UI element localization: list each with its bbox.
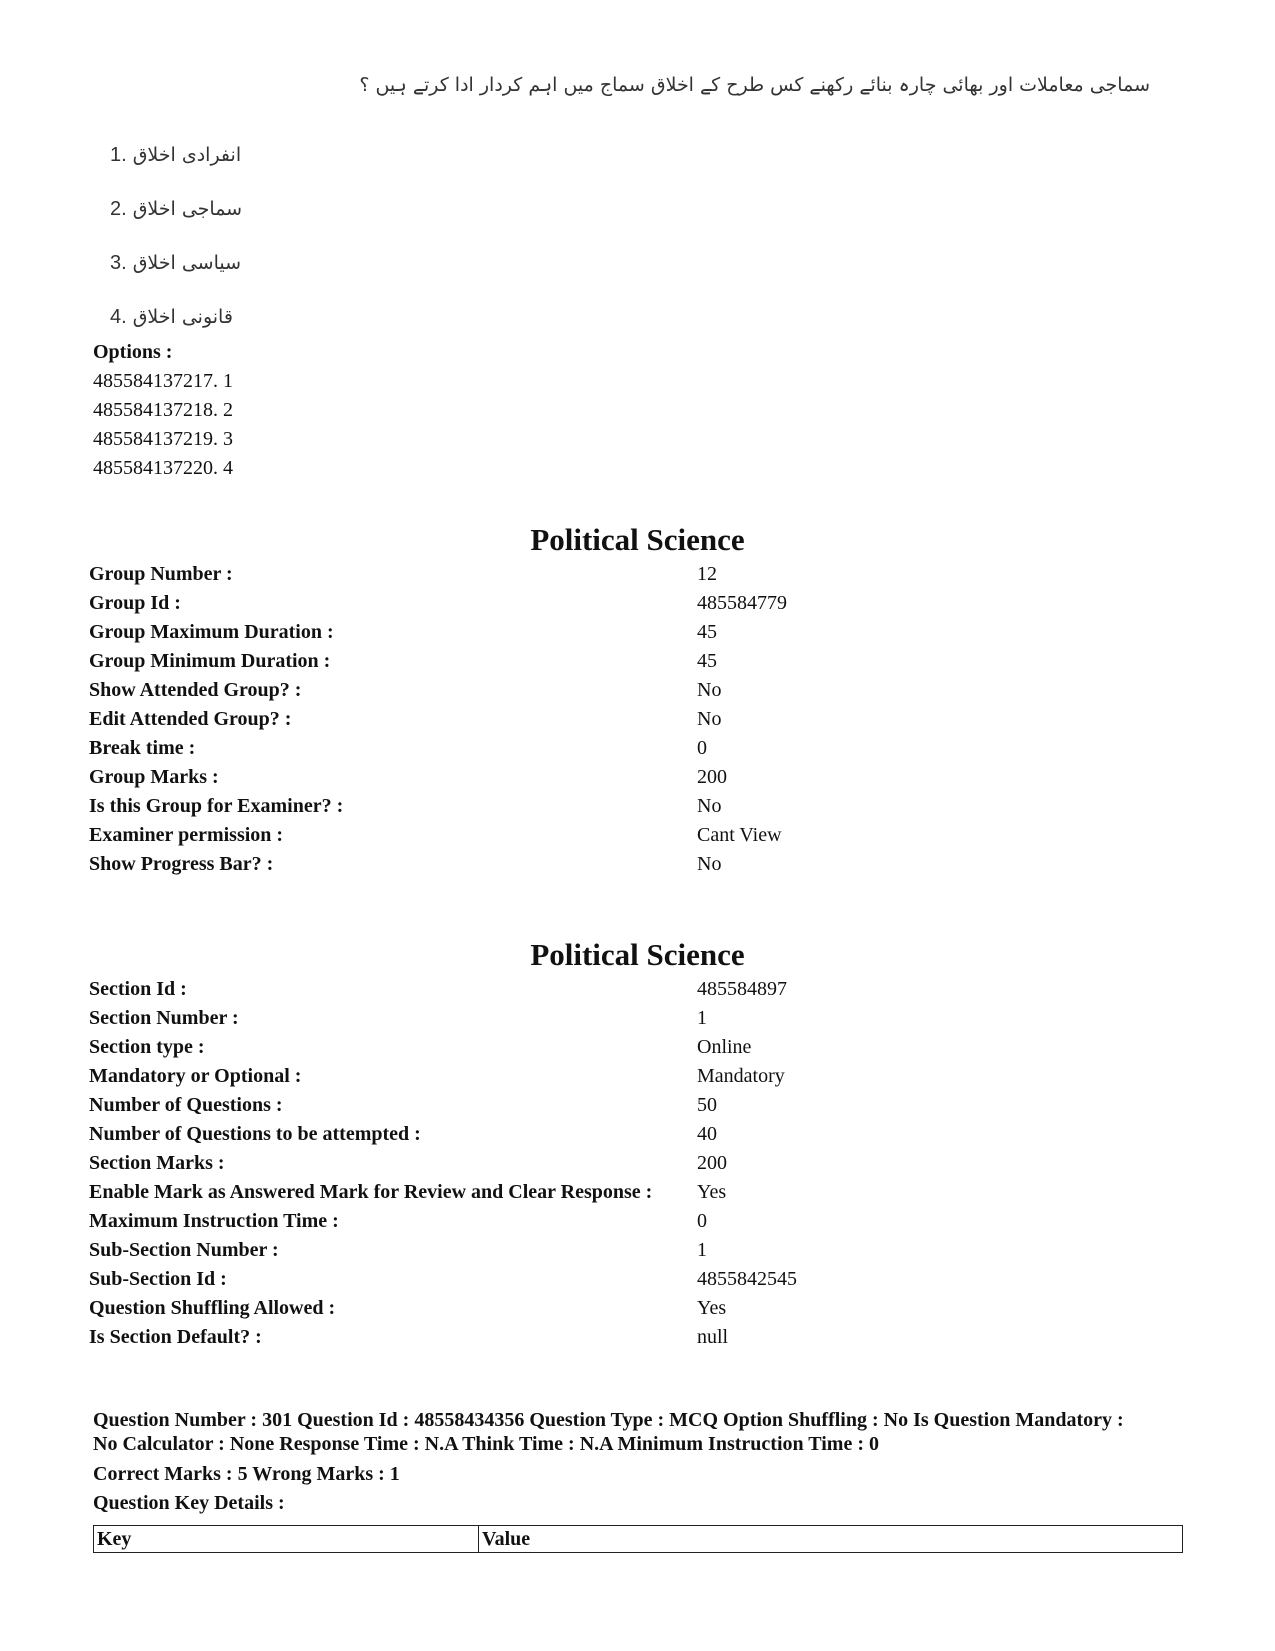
detail-key: Show Progress Bar? : xyxy=(89,853,274,875)
choice-number: 2. xyxy=(110,197,127,220)
section-detail-row xyxy=(89,1207,1189,1236)
detail-value: 45 xyxy=(697,621,717,643)
section-detail-row xyxy=(89,1120,1189,1149)
detail-value: No xyxy=(697,708,722,730)
detail-key: Edit Attended Group? : xyxy=(89,708,292,730)
detail-key: Sub-Section Id : xyxy=(89,1268,227,1290)
group-detail-row xyxy=(89,792,1189,821)
options-label: Options : xyxy=(93,341,173,363)
detail-value: Yes xyxy=(697,1181,727,1203)
section-detail-row xyxy=(89,975,1189,1004)
detail-key: Group Maximum Duration : xyxy=(89,621,334,643)
detail-value: 45 xyxy=(697,650,717,672)
group-details xyxy=(89,560,1189,879)
section-detail-row xyxy=(89,1004,1189,1033)
choice-text: انفرادی اخلاق xyxy=(132,144,242,166)
group-detail-row xyxy=(89,647,1189,676)
detail-key: Section Id : xyxy=(89,978,187,1000)
question-meta-line: Question Number : 301 Question Id : 48558434356 Question Type : MCQ Option Shuffling : No Is Question Mandatory : xyxy=(93,1409,1124,1431)
value-header-cell: Value xyxy=(479,1526,1183,1553)
option-id: 485584137220. 4 xyxy=(93,457,233,479)
detail-value: 200 xyxy=(697,1152,727,1174)
section-detail-row xyxy=(89,1178,1189,1207)
choice-text: قانونی اخلاق xyxy=(132,306,233,328)
section-detail-row xyxy=(89,1236,1189,1265)
choice-text: سیاسی اخلاق xyxy=(132,252,242,274)
question-key-table xyxy=(93,1525,1183,1553)
detail-value: 485584897 xyxy=(697,978,787,1000)
choice-number: 4. xyxy=(110,305,127,328)
choice-item xyxy=(110,236,242,290)
detail-key: Section Marks : xyxy=(89,1152,225,1174)
choice-number: 3. xyxy=(110,251,127,274)
option-id: 485584137217. 1 xyxy=(93,370,233,392)
detail-value: 12 xyxy=(697,563,717,585)
detail-value: No xyxy=(697,795,722,817)
group-detail-row xyxy=(89,705,1189,734)
detail-key: Number of Questions : xyxy=(89,1094,283,1116)
group-detail-row xyxy=(89,763,1189,792)
detail-value: Yes xyxy=(697,1297,727,1319)
detail-value: 40 xyxy=(697,1123,717,1145)
detail-value: 1 xyxy=(697,1007,707,1029)
detail-value: Mandatory xyxy=(697,1065,785,1087)
detail-value: 0 xyxy=(697,737,707,759)
detail-value: No xyxy=(697,679,722,701)
question-info xyxy=(93,1408,1203,1518)
detail-key: Question Shuffling Allowed : xyxy=(89,1297,336,1319)
section-details xyxy=(89,975,1189,1352)
detail-value: null xyxy=(697,1326,729,1348)
detail-value: Online xyxy=(697,1036,752,1058)
detail-key: Group Marks : xyxy=(89,766,219,788)
option-id: 485584137219. 3 xyxy=(93,428,233,450)
table-row xyxy=(94,1526,1183,1553)
choice-item xyxy=(110,290,242,344)
detail-key: Group Id : xyxy=(89,592,181,614)
detail-key: Enable Mark as Answered Mark for Review and Clear Response : xyxy=(89,1181,653,1203)
detail-value: 200 xyxy=(697,766,727,788)
key-header-cell: Key xyxy=(94,1526,479,1553)
question-meta-line: No Calculator : None Response Time : N.A Think Time : N.A Minimum Instruction Time : 0 xyxy=(93,1433,879,1455)
detail-key: Examiner permission : xyxy=(89,824,284,846)
section-detail-row xyxy=(89,1149,1189,1178)
section-title: Political Science xyxy=(530,937,745,972)
group-detail-row xyxy=(89,618,1189,647)
detail-key: Show Attended Group? : xyxy=(89,679,302,701)
detail-key: Sub-Section Number : xyxy=(89,1239,279,1261)
choice-text: سماجی اخلاق xyxy=(132,198,243,220)
choice-item xyxy=(110,182,242,236)
detail-key: Break time : xyxy=(89,737,196,759)
detail-key: Group Minimum Duration : xyxy=(89,650,331,672)
question-marks: Correct Marks : 5 Wrong Marks : 1 xyxy=(93,1463,400,1485)
detail-key: Number of Questions to be attempted : xyxy=(89,1123,421,1145)
detail-value: 4855842545 xyxy=(697,1268,797,1290)
group-detail-row xyxy=(89,734,1189,763)
section-detail-row xyxy=(89,1265,1189,1294)
detail-key: Is this Group for Examiner? : xyxy=(89,795,344,817)
section-detail-row xyxy=(89,1091,1189,1120)
detail-key: Maximum Instruction Time : xyxy=(89,1210,339,1232)
section-detail-row xyxy=(89,1294,1189,1323)
detail-key: Mandatory or Optional : xyxy=(89,1065,302,1087)
group-detail-row xyxy=(89,589,1189,618)
group-detail-row xyxy=(89,850,1189,879)
section-detail-row xyxy=(89,1323,1189,1352)
detail-value: 485584779 xyxy=(697,592,787,614)
choice-item xyxy=(110,128,242,182)
group-detail-row xyxy=(89,560,1189,589)
group-detail-row xyxy=(89,676,1189,705)
question-text: سماجی معاملات اور بھائی چارہ بنائے رکھنے کس طرح کے اخلاق سماج میں اہم کردار ادا کرتے ہیں ؟ xyxy=(359,74,1150,96)
detail-key: Is Section Default? : xyxy=(89,1326,262,1348)
detail-key: Section type : xyxy=(89,1036,205,1058)
group-detail-row xyxy=(89,821,1189,850)
detail-value: 1 xyxy=(697,1239,707,1261)
choice-number: 1. xyxy=(110,143,127,166)
detail-key: Group Number : xyxy=(89,563,233,585)
detail-value: 0 xyxy=(697,1210,707,1232)
detail-value: No xyxy=(697,853,722,875)
question-key-details-label: Question Key Details : xyxy=(93,1492,285,1514)
group-title: Political Science xyxy=(530,522,745,557)
section-detail-row xyxy=(89,1033,1189,1062)
detail-value: Cant View xyxy=(697,824,782,846)
options-block xyxy=(93,338,233,483)
option-id: 485584137218. 2 xyxy=(93,399,233,421)
detail-key: Section Number : xyxy=(89,1007,239,1029)
section-detail-row xyxy=(89,1062,1189,1091)
detail-value: 50 xyxy=(697,1094,717,1116)
choice-list xyxy=(110,128,242,344)
